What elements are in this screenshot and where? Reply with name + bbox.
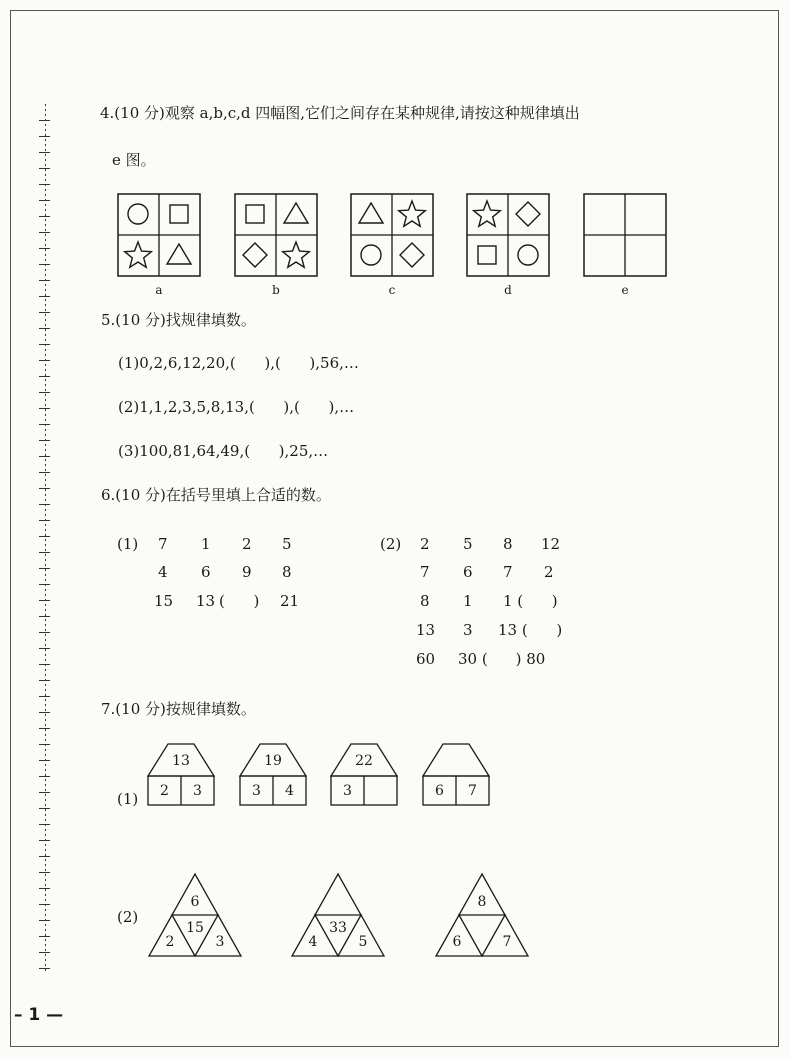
triangle-inner (459, 915, 505, 956)
q6-p2-cell: 8 (420, 592, 430, 610)
q6-p1-blank: ( ) (219, 592, 260, 610)
q6-p2-cell: 7 (503, 563, 513, 581)
q5-line-3: (3)100,81,64,49,( ),25,… (118, 442, 329, 460)
house-roof (423, 744, 489, 776)
q6-p2-cell: ) 80 (487, 650, 546, 668)
q6-p2-cell: 6 (463, 563, 473, 581)
q6-p2-blank: 13 ( ) (498, 621, 563, 639)
q6-part1-label: (1) (117, 535, 139, 553)
house-right-number: 4 (285, 783, 294, 799)
q6-p2-cell: 7 (420, 563, 430, 581)
triangle-top-number: 6 (190, 894, 200, 910)
triangle-right-number: 5 (358, 934, 368, 950)
house-figure (331, 744, 397, 805)
triangle-center-number: 15 (186, 920, 204, 936)
q6-p1-cell: 2 (242, 535, 252, 553)
q6-p2-cell: 2 (420, 535, 430, 553)
q6-p2-blank: 1 ( ) (503, 592, 558, 610)
q6-p1-cell: 21 (280, 592, 300, 610)
triangle-figure (436, 874, 528, 956)
q6-p2-cell: 2 (544, 563, 554, 581)
page-number: – 1 — (14, 1005, 64, 1025)
q6-p1-cell: 9 (242, 563, 252, 581)
q5-line-1: (1)0,2,6,12,20,( ),( ),56,… (118, 354, 359, 372)
q5-line-2: (2)1,1,2,3,5,8,13,( ),( ),… (118, 398, 355, 416)
q6-part2-label: (2) (380, 535, 402, 553)
triangle-left-number: 6 (452, 934, 462, 950)
q6-title: 6.(10 分)在括号里填上合适的数。 (101, 486, 331, 504)
triangle-right-number: 3 (215, 934, 225, 950)
q6-p1-cell: 5 (282, 535, 292, 553)
triangle-center-number: 33 (329, 920, 347, 936)
triangle-left-number: 4 (308, 934, 318, 950)
house-left-number: 2 (160, 783, 169, 799)
q6-p2-blank: 30 ( (458, 650, 488, 668)
house-right-number: 7 (468, 783, 477, 799)
triangle-figure (149, 874, 241, 956)
house-left-number: 3 (252, 783, 261, 799)
q7-part1-label: (1) (117, 790, 139, 808)
triangle-left-number: 2 (165, 934, 175, 950)
house-left-number: 3 (343, 783, 352, 799)
triangle-top-number: 8 (477, 894, 487, 910)
house-left-number: 6 (435, 783, 444, 799)
q7-part2-label: (2) (117, 908, 139, 926)
house-top-number: 19 (264, 753, 282, 769)
q6-p2-cell: 12 (541, 535, 561, 553)
q6-p1-cell: 8 (282, 563, 292, 581)
q6-p1-cell: 13 (196, 592, 216, 610)
q6-p1-cell: 7 (158, 535, 168, 553)
q6-p1-cell: 15 (154, 592, 174, 610)
figure-label: c (388, 283, 396, 297)
q4-title-cont: e 图。 (112, 151, 156, 169)
triangle-right-number: 7 (502, 934, 512, 950)
figure-label: d (504, 283, 512, 297)
q6-p1-cell: 6 (201, 563, 211, 581)
house-top-number: 22 (355, 753, 373, 769)
house-top-number: 13 (172, 753, 190, 769)
q6-p1-cell: 1 (201, 535, 211, 553)
house-figure (240, 744, 306, 805)
q6-p1-cell: 4 (158, 563, 168, 581)
house-figure (423, 744, 489, 805)
q6-p2-cell: 3 (463, 621, 473, 639)
q6-p2-cell: 8 (503, 535, 513, 553)
house-right-number: 3 (193, 783, 202, 799)
q6-p2-cell: 13 (416, 621, 436, 639)
q6-p2-cell: 5 (463, 535, 473, 553)
q6-p2-cell: 1 (463, 592, 473, 610)
q7-title: 7.(10 分)按规律填数。 (101, 700, 256, 718)
q6-p2-cell: 60 (416, 650, 436, 668)
q4-title: 4.(10 分)观察 a,b,c,d 四幅图,它们之间存在某种规律,请按这种规律填出 (100, 104, 580, 122)
house-figure (148, 744, 214, 805)
q5-title: 5.(10 分)找规律填数。 (101, 311, 256, 329)
figure-label: b (272, 283, 280, 297)
figure-label: e (621, 283, 629, 297)
figure-label: a (155, 283, 163, 297)
triangle-figure (292, 874, 384, 956)
